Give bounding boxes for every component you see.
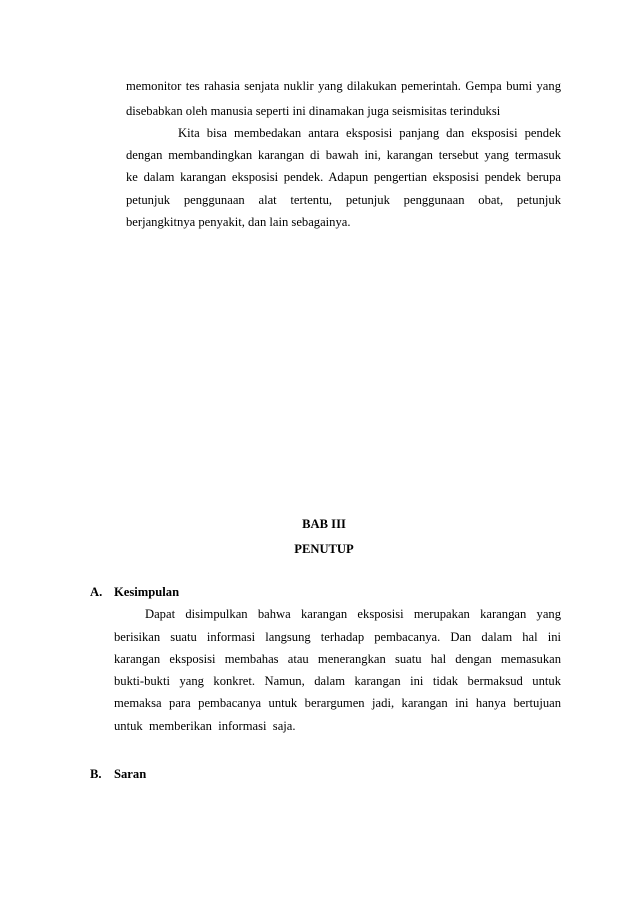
text-line: berjangkitnya penyakit, dan lain sebagainya. <box>126 215 351 229</box>
text-line: karangan eksposisi membahas atau menerangkan suatu hal dengan memasukan <box>114 652 561 666</box>
section-title: Kesimpulan <box>114 585 180 599</box>
section-title: Saran <box>114 767 147 781</box>
text-line: petunjuk penggunaan alat tertentu, petunjuk penggunaan obat, petunjuk <box>126 193 561 207</box>
text-line: untuk memberikan informasi saja. <box>114 719 296 733</box>
text-line: memonitor tes rahasia senjata nuklir yang dilakukan pemerintah. Gempa bumi yang <box>126 79 561 93</box>
text-line: Kita bisa membedakan antara eksposisi panjang dan eksposisi pendek <box>178 126 561 140</box>
text-line: dengan membandingkan karangan di bawah ini, karangan tersebut yang termasuk <box>126 148 561 162</box>
text-line: Dapat disimpulkan bahwa karangan eksposisi merupakan karangan yang <box>145 607 561 621</box>
text-line: memaksa para pembacanya untuk berargumen jadi, karangan ini hanya bertujuan <box>114 696 561 710</box>
text-line: berisikan suatu informasi langsung terhadap pembacanya. Dan dalam hal ini <box>114 630 561 644</box>
section-marker: A. <box>90 585 103 599</box>
text-line: bukti-bukti yang konkret. Namun, dalam karangan ini tidak bermaksud untuk <box>114 674 561 688</box>
text-line: ke dalam karangan eksposisi pendek. Adapun pengertian eksposisi pendek berupa <box>126 170 561 184</box>
chapter-number: BAB III <box>302 517 346 531</box>
section-marker: B. <box>90 767 102 781</box>
chapter-title: PENUTUP <box>294 542 354 556</box>
text-line: disebabkan oleh manusia seperti ini dinamakan juga seismisitas terinduksi <box>126 104 501 118</box>
